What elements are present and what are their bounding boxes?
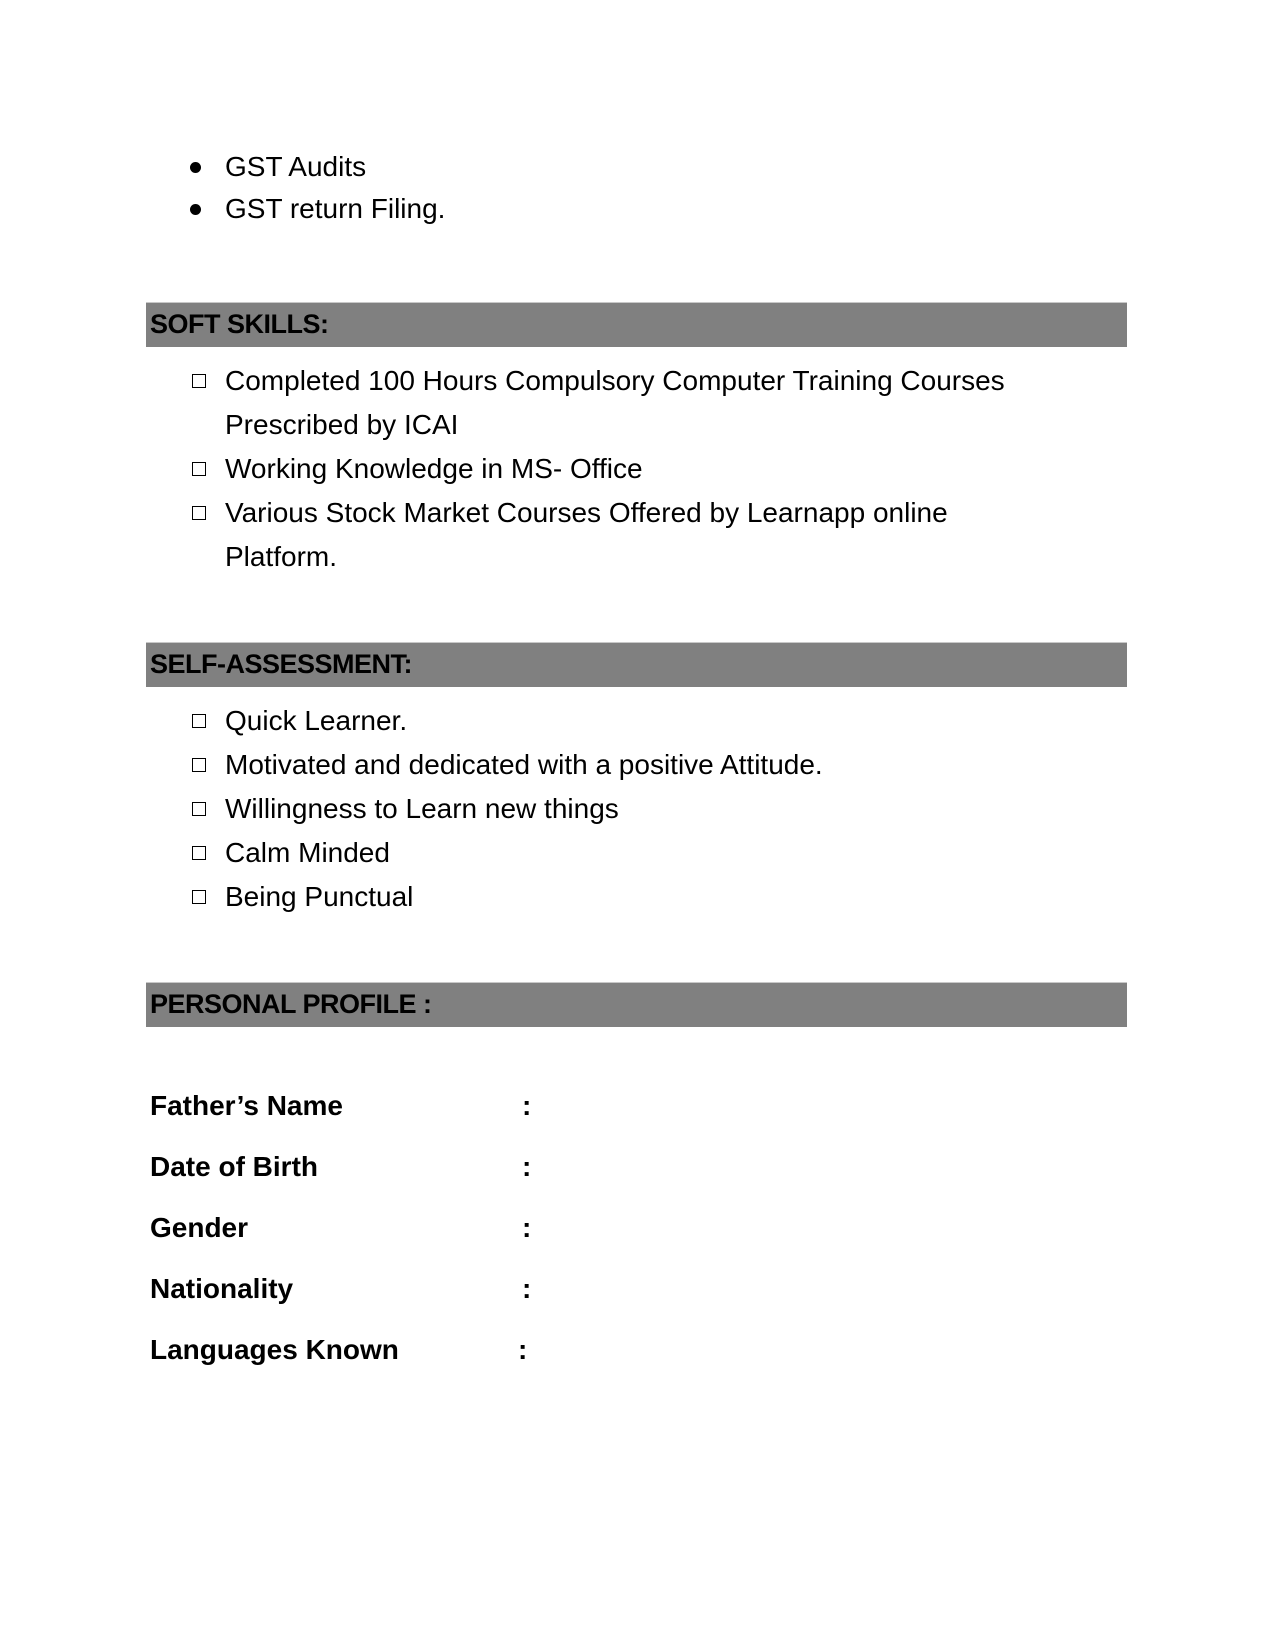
field-label: Father’s Name <box>150 1090 343 1121</box>
checkbox-square-icon <box>192 374 206 388</box>
list-item <box>190 831 1090 875</box>
checkbox-square-icon <box>192 462 206 476</box>
list-item-text: Completed 100 Hours Compulsory Computer Training Courses Prescribed by ICAI <box>225 365 1005 440</box>
services-bullet-list <box>180 146 445 230</box>
list-item <box>190 359 1090 447</box>
checkbox-square-icon <box>192 758 206 772</box>
list-item <box>180 146 445 188</box>
checkbox-square-icon <box>192 890 206 904</box>
list-item <box>190 699 1090 743</box>
field-label: Nationality <box>150 1273 294 1304</box>
bullet-icon <box>190 162 201 173</box>
list-item-text: Willingness to Learn new things <box>225 793 619 824</box>
field-separator: : <box>522 1273 532 1304</box>
list-item <box>190 743 1090 787</box>
checkbox-square-icon <box>192 846 206 860</box>
list-item-text: Being Punctual <box>225 881 414 912</box>
list-item-text: Quick Learner. <box>225 705 408 736</box>
field-label: Gender <box>150 1212 249 1243</box>
section-title: SELF-ASSESSMENT: <box>150 649 413 679</box>
list-item-text: Various Stock Market Courses Offered by Learnapp online Platform. <box>225 497 948 572</box>
field-separator: : <box>522 1090 532 1121</box>
list-item <box>190 447 1090 491</box>
list-item-text: Motivated and dedicated with a positive Attitude. <box>225 749 823 780</box>
field-label: Date of Birth <box>150 1151 318 1182</box>
field-label: Languages Known <box>150 1334 399 1365</box>
section-title: SOFT SKILLS: <box>150 309 329 339</box>
section-header-soft-skills <box>146 302 1127 347</box>
list-item-text: GST Audits <box>225 151 367 182</box>
list-item-text: GST return Filing. <box>225 193 446 224</box>
bullet-icon <box>190 204 201 215</box>
list-item-text: Calm Minded <box>225 837 390 868</box>
checkbox-square-icon <box>192 714 206 728</box>
field-separator: : <box>522 1151 532 1182</box>
self-assessment-list <box>190 699 1090 919</box>
list-item <box>190 491 1005 579</box>
list-item <box>180 188 445 230</box>
section-title: PERSONAL PROFILE : <box>150 989 432 1019</box>
field-separator: : <box>522 1212 532 1243</box>
soft-skills-list <box>190 359 1090 579</box>
checkbox-square-icon <box>192 802 206 816</box>
list-item-text: Working Knowledge in MS- Office <box>225 453 643 484</box>
checkbox-square-icon <box>192 506 206 520</box>
section-header-self-assessment <box>146 642 1127 687</box>
field-separator: : <box>518 1334 528 1365</box>
list-item <box>190 875 1090 919</box>
section-header-personal-profile <box>146 982 1127 1027</box>
list-item <box>190 787 1090 831</box>
